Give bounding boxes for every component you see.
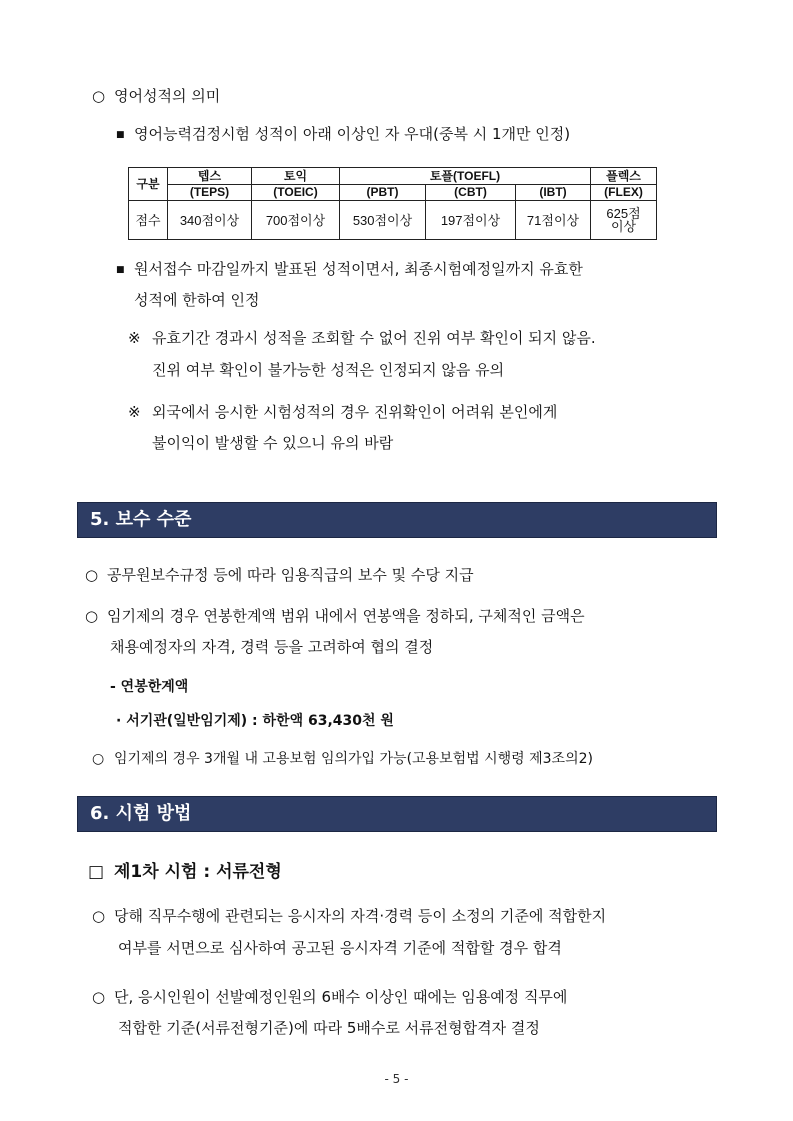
table-header-toeic: 토익: [252, 168, 340, 185]
square-bullet-icon: ■: [116, 265, 125, 275]
section-5-item-3: ○ 임기제의 경우 3개월 내 고용보험 임의가입 가능(고용보험법 시행령 제3조의2): [92, 751, 593, 767]
square-bullet-icon: ■: [116, 130, 125, 140]
section-6-item-1: ○ 당해 직무수행에 관련되는 응시자의 자격·경력 등이 소정의 기준에 적합한지: [92, 907, 607, 925]
section-6-item-1-cont: 여부를 서면으로 심사하여 공고된 응시자격 기준에 적합할 경우 합격: [118, 939, 562, 957]
table-cell-teps: 340점이상: [168, 201, 252, 240]
english-heading: ○ 영어성적의 의미: [92, 87, 221, 105]
table-row-label: 점수: [129, 201, 168, 240]
section-5-header: [77, 502, 717, 538]
section-6-header: [77, 796, 717, 832]
reference-mark-icon: ※: [128, 403, 141, 421]
reference-mark-icon: ※: [128, 329, 141, 347]
table-header-teps-en: (TEPS): [168, 185, 252, 201]
stage-1-heading: □ 제1차 시험 : 서류전형: [88, 862, 282, 882]
table-header-ibt: (IBT): [516, 185, 591, 201]
section-6-item-2: ○ 단, 응시인원이 선발예정인원의 6배수 이상인 때에는 임용예정 직무에: [92, 988, 568, 1006]
table-header-flex: 플렉스: [591, 168, 657, 185]
checkbox-square-icon: □: [88, 862, 105, 882]
table-header-gubun: 구분: [129, 168, 168, 201]
english-note-1-cont: 진위 여부 확인이 불가능한 성적은 인정되지 않음 유의: [152, 361, 505, 379]
table-header-teps: 텝스: [168, 168, 252, 185]
table-header-toefl: 토플(TOEFL): [340, 168, 591, 185]
circle-bullet-icon: ○: [92, 988, 106, 1006]
section-5-item-2: ○ 임기제의 경우 연봉한계액 범위 내에서 연봉액을 정하되, 구체적인 금액은: [85, 607, 585, 625]
english-score-table: [128, 167, 657, 240]
section-6-item-2-cont: 적합한 기준(서류전형기준)에 따라 5배수로 서류전형합격자 결정: [118, 1019, 540, 1037]
english-note-1: ※ 유효기간 경과시 성적을 조회할 수 없어 진위 여부 확인이 되지 않음.: [128, 329, 596, 347]
english-note-2-cont: 불이익이 발생할 수 있으니 유의 바람: [152, 434, 394, 452]
section-5-item-2-cont: 채용예정자의 자격, 경력 등을 고려하여 협의 결정: [110, 638, 434, 656]
circle-bullet-icon: ○: [92, 907, 106, 925]
salary-limit-heading: - 연봉한계액: [110, 679, 189, 695]
table-cell-ibt: 71점이상: [516, 201, 591, 240]
table-header-pbt: (PBT): [340, 185, 426, 201]
circle-bullet-icon: ○: [85, 607, 99, 625]
table-cell-flex: 625점 이상: [591, 201, 657, 240]
salary-limit-item: · 서기관(일반임기제) : 하한액 63,430천 원: [116, 713, 394, 729]
table-header-toeic-en: (TOEIC): [252, 185, 340, 201]
section-6-title: 6. 시험 방법: [90, 803, 192, 824]
english-bullet-2: ■ 원서접수 마감일까지 발표된 성적이면서, 최종시험예정일까지 유효한: [116, 260, 583, 278]
section-5-item-1: ○ 공무원보수규정 등에 따라 임용직급의 보수 및 수당 지급: [85, 566, 474, 584]
english-bullet-1: ■ 영어능력검정시험 성적이 아래 이상인 자 우대(중복 시 1개만 인정): [116, 125, 571, 143]
page-number: - 5 -: [384, 1072, 409, 1086]
circle-bullet-icon: ○: [85, 566, 99, 584]
english-bullet-2-cont: 성적에 한하여 인정: [134, 291, 260, 309]
table-cell-pbt: 530점이상: [340, 201, 426, 240]
table-cell-toeic: 700점이상: [252, 201, 340, 240]
table-header-cbt: (CBT): [426, 185, 516, 201]
table-header-flex-en: (FLEX): [591, 185, 657, 201]
circle-bullet-icon: ○: [92, 751, 105, 767]
circle-bullet-icon: ○: [92, 87, 106, 105]
section-5-title: 5. 보수 수준: [90, 509, 192, 530]
table-cell-cbt: 197점이상: [426, 201, 516, 240]
english-note-2: ※ 외국에서 응시한 시험성적의 경우 진위확인이 어려워 본인에게: [128, 403, 558, 421]
